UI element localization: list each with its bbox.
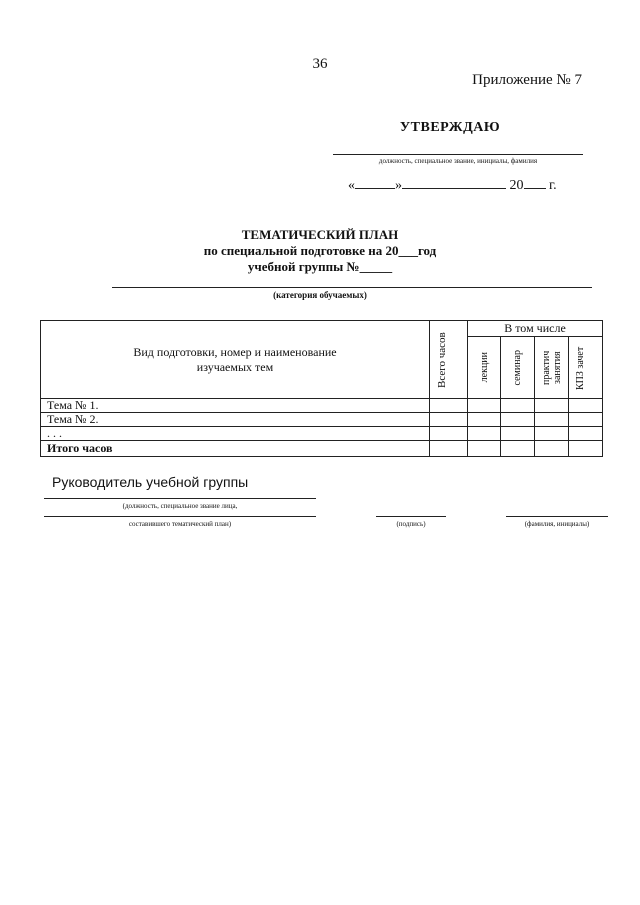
including-header: В том числе <box>468 321 603 337</box>
date-year-prefix: 20 <box>509 178 524 193</box>
plan-subtitle: по специальной подготовке на 20___год <box>203 243 437 258</box>
approval-date-row <box>348 178 557 194</box>
group-leader-label: Руководитель учебной группы <box>52 474 249 490</box>
table-row <box>41 413 603 427</box>
total-hours-header: Всего часов <box>430 321 468 399</box>
category-line <box>112 287 592 288</box>
total-row <box>41 441 603 457</box>
kpz-header: КПЗ зачет <box>569 337 603 399</box>
date-close-quote: » <box>395 178 402 193</box>
page-number: 36 <box>312 56 328 72</box>
category-caption: (категория обучаемых) <box>273 290 367 300</box>
leader-position-caption-1: (должность, специальное звание лица, <box>122 502 238 510</box>
practical-header: практич занятия <box>535 337 569 399</box>
table-row <box>41 427 603 441</box>
plan-group-number: учебной группы №_____ <box>247 259 393 274</box>
total-row-label: Итого часов <box>41 441 430 457</box>
lectures-header: лекции <box>468 337 501 399</box>
row-label: Тема № 1. <box>41 399 430 413</box>
name-caption: (фамилия, инициалы) <box>524 520 590 528</box>
date-year-suffix: г. <box>549 178 557 193</box>
date-month-blank <box>402 178 506 189</box>
table-row <box>41 399 603 413</box>
row-label: . . . <box>41 427 430 441</box>
date-year-blank <box>524 178 546 189</box>
leader-position-line <box>44 498 316 499</box>
approval-position-line <box>333 154 583 155</box>
plan-title: ТЕМАТИЧЕСКИЙ ПЛАН <box>241 227 399 242</box>
name-line <box>506 516 608 517</box>
seminar-header: семинар <box>501 337 535 399</box>
date-open-quote: « <box>348 178 355 193</box>
topic-header-cell <box>41 321 430 399</box>
leader-position-caption-2: составившего тематический план) <box>128 520 232 528</box>
signature-line <box>376 516 446 517</box>
topic-header-line2: изучаемых тем <box>196 359 274 374</box>
date-day-blank <box>355 178 395 189</box>
appendix-label: Приложение № 7 <box>472 72 582 88</box>
approval-position-caption: должность, специальное звание, инициалы, фамилия <box>378 157 538 165</box>
leader-position-line-2 <box>44 516 316 517</box>
approval-title: УТВЕРЖДАЮ <box>399 120 501 135</box>
topic-header-line1: Вид подготовки, номер и наименование <box>133 344 337 359</box>
signature-caption: (подпись) <box>396 520 426 528</box>
thematic-plan-table <box>40 320 603 457</box>
row-label: Тема № 2. <box>41 413 430 427</box>
